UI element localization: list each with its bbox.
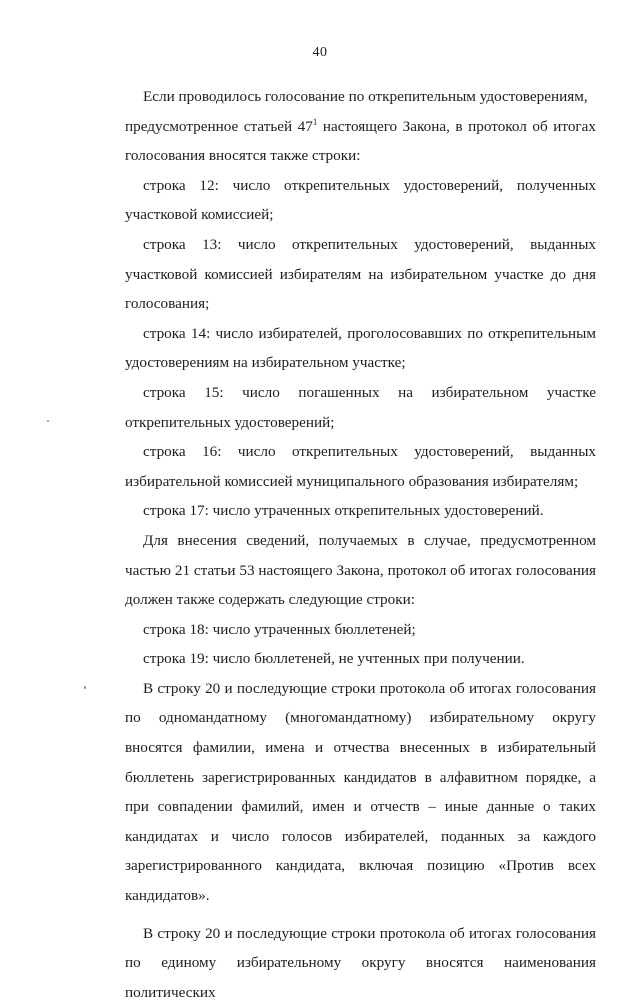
paragraph-line-19: строка 19: число бюллетеней, не учтенных при получении. (143, 650, 525, 668)
paragraph-additional-lines: Для внесения сведений, получаемых в случае, предусмотренном частью 21 статьи 53 настоящего Закона, протокол об итогах голосования должен также содержать следующие строки: (125, 531, 596, 609)
scan-speck (47, 420, 49, 422)
paragraph-intro-lead: Если проводилось голосование по открепительным удостоверениям, (143, 88, 588, 105)
paragraph-line-14: строка 14: число избирателей, проголосовавших по открепительным удостоверениям на избирательном участке; (125, 324, 596, 372)
paragraph-line-18: строка 18: число утраченных бюллетеней; (143, 620, 416, 638)
paragraph-line-16: строка 16: число открепительных удостоверений, выданных избирательной комиссией муниципального образования избирателям; (125, 443, 596, 490)
paragraph-intro (125, 82, 596, 171)
paragraph-unified-district: В строку 20 и последующие строки протокола об итогах голосования по единому избирательному округу вносятся наименования политических (125, 924, 596, 1001)
paragraph-line-13: строка 13: число открепительных удостоверений, выданных участковой комиссией избирателям на избирательном участке до дня голосования; (125, 235, 596, 313)
document-body (125, 82, 596, 1007)
page-number: 40 (312, 45, 328, 60)
paragraph-line-12: строка 12: число открепительных удостоверений, полученных участковой комиссией; (125, 176, 596, 224)
scan-speck (84, 686, 86, 689)
article-superscript: 1 (312, 116, 318, 127)
paragraph-single-member: В строку 20 и последующие строки протокола об итогах голосования по одномандатному (многомандатному) избирательному округу вносятся фамилии, имена и отчества внесенных в избирательный бюллетень зарегистрированных кандидатов в алфавитном порядке, а при совпадении фамилий, имен и отчеств – иные данные о таких кандидатах и число голосов избирателей, поданных за каждого зарегистрированного кандидата, включая позицию «Против всех кандидатов». (125, 679, 596, 905)
paragraph-line-17: строка 17: число утраченных открепительных удостоверений. (143, 502, 544, 520)
paragraph-intro-text-b: настоящего Закона, в протокол об итогах голосования вносятся также строки: (125, 117, 596, 165)
paragraph-line-15: строка 15: число погашенных на избирательном участке открепительных удостоверений; (125, 383, 596, 431)
paragraph-intro-text-a: предусмотренное статьей 47 (125, 117, 313, 135)
